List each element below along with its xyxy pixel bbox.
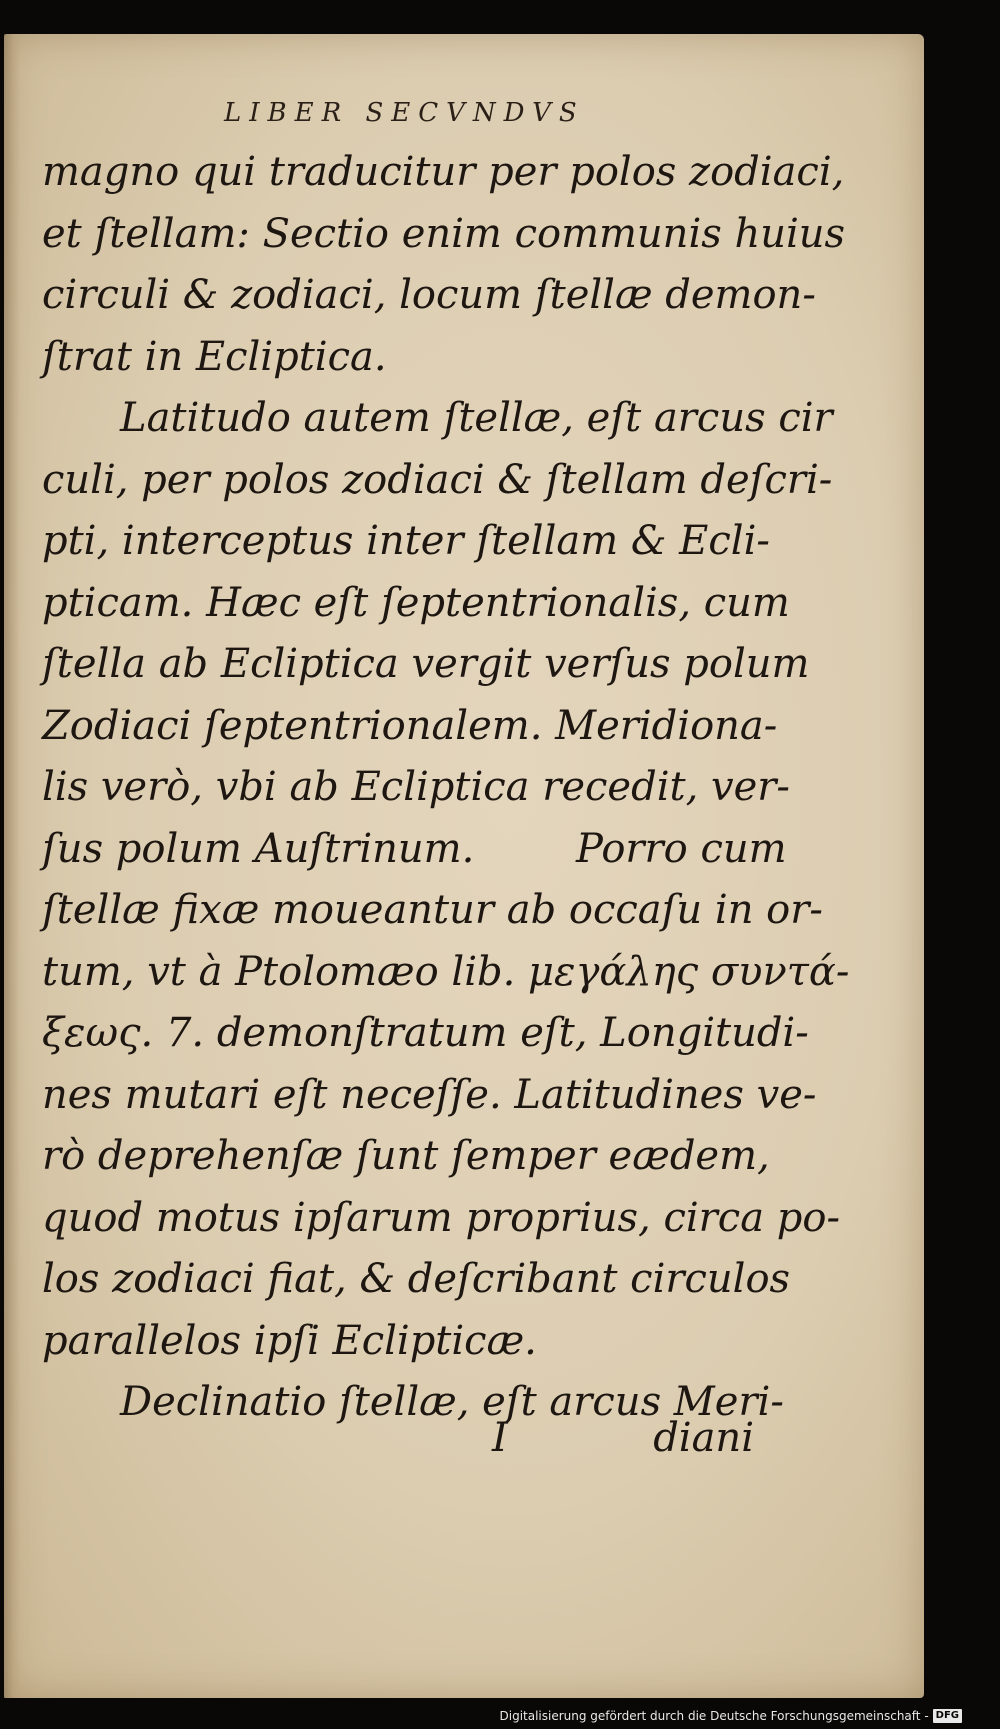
text-line-12: ſus polum Auſtrinum. Porro cum <box>42 825 787 872</box>
text-line-1: magno qui traducitur per polos zodiaci, <box>42 149 845 195</box>
text-line-16: nes mutari eſt neceſſe. Latitudines ve- <box>42 1071 817 1118</box>
text-line-4: ſtrat in Ecliptica. <box>42 333 387 380</box>
text-line-11: lis verò, vbi ab Ecliptica recedit, ver- <box>42 764 790 810</box>
text-line-15: ξεως. 7. demonſtratum eſt, Longitudi- <box>42 1010 809 1056</box>
text-line-14: tum, vt à Ptolomæo lib. μεγάλης συντά- <box>42 948 850 995</box>
dfg-logo: DFG <box>933 1709 962 1723</box>
text-line-21: Declinatio ſtellæ, eſt arcus Meri- <box>120 1379 784 1425</box>
signature-row <box>42 1415 754 1475</box>
signature-mark: I <box>492 1415 508 1461</box>
text-line-2: et ſtellam: Sectio enim communis huius <box>42 210 846 257</box>
text-line-7: pti, interceptus inter ſtellam & Ecli- <box>42 518 770 564</box>
page-gutter-shadow <box>4 34 20 1698</box>
digitization-credit <box>500 1709 963 1723</box>
text-line-8: pticam. Hæc eſt ſeptentrionalis, cum <box>42 579 790 626</box>
text-line-17: rò deprehenſæ ſunt ſemper eædem, <box>42 1133 770 1179</box>
text-line-18: quod motus ipſarum proprius, circa po- <box>42 1194 840 1241</box>
text-line-19: los zodiaci fiat, & deſcribant circulos <box>42 1256 791 1302</box>
text-line-13: ſtellæ fixæ moueantur ab occaſu in or- <box>42 887 823 933</box>
text-line-5: Latitudo autem ſtellæ, eſt arcus cir <box>120 395 833 441</box>
catchword: diani <box>653 1415 754 1461</box>
text-block <box>42 142 850 1434</box>
text-line-3: circuli & zodiaci, locum ſtellæ demon- <box>42 272 816 318</box>
running-head: LIBER SECVNDVS <box>224 98 585 128</box>
book-page <box>4 34 924 1698</box>
text-line-10: Zodiaci ſeptentrionalem. Meridiona- <box>42 702 778 749</box>
text-line-6: culi, per polos zodiaci & ſtellam deſcri- <box>42 456 833 503</box>
credit-text: Digitalisierung gefördert durch die Deutsche Forschungsgemeinschaft - <box>499 1709 929 1723</box>
text-line-9: ſtella ab Ecliptica vergit verſus polum <box>42 641 810 687</box>
text-line-20: parallelos ipſi Eclipticæ. <box>42 1317 537 1364</box>
